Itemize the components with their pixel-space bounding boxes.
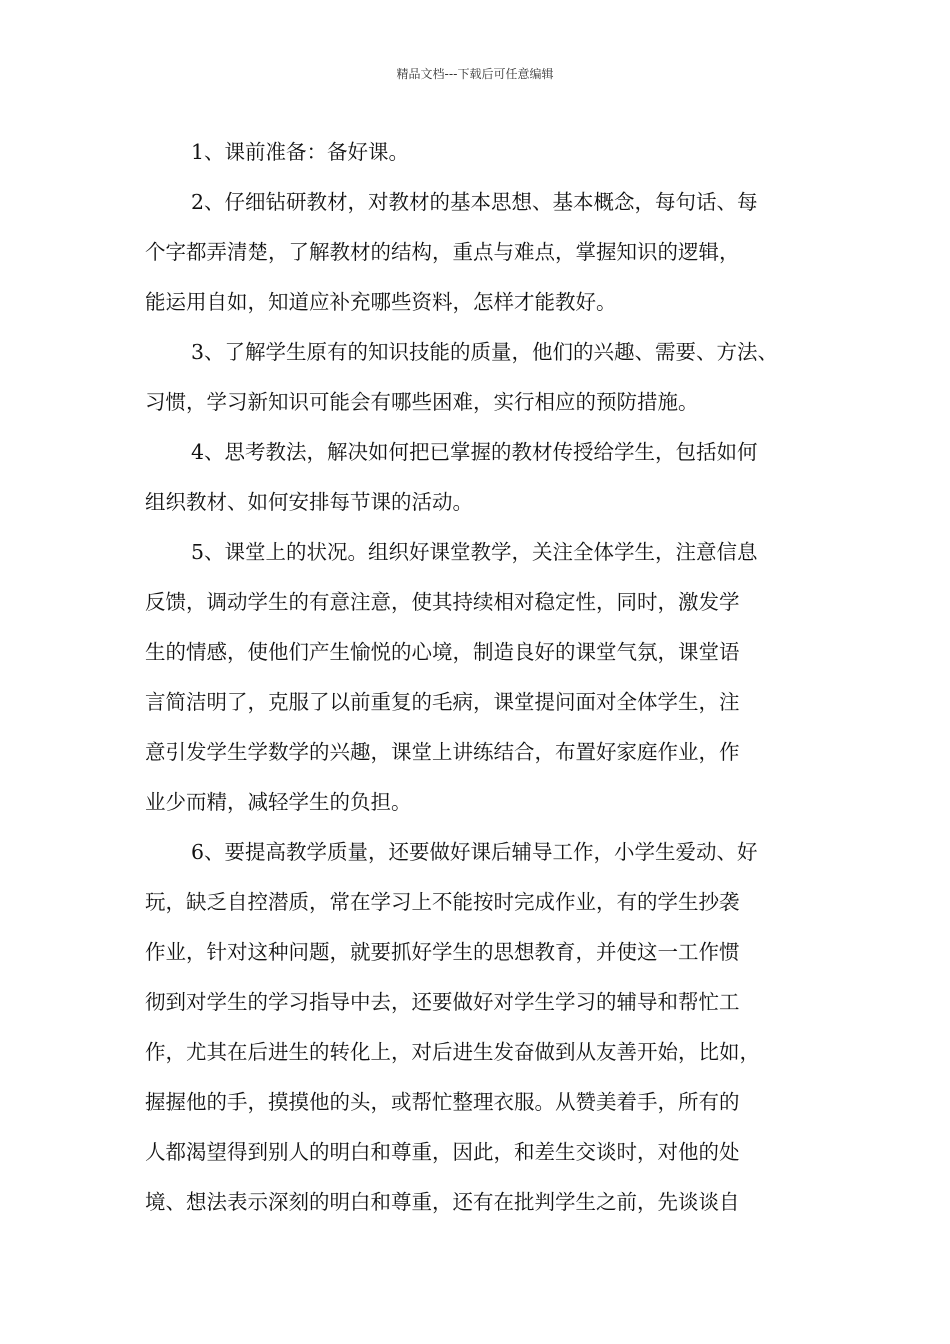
paragraph-6-line-8: 境、想法表示深刻的明白和尊重，还有在批判学生之前，先谈谈自 <box>145 1190 740 1214</box>
paragraph-5-line-6: 业少而精，减轻学生的负担。 <box>145 790 412 814</box>
paragraph-4-line-1: 4、思考教法，解决如何把已掌握的教材传授给学生，包括如何 <box>191 440 758 464</box>
paragraph-3-line-2: 习惯，学习新知识可能会有哪些困难，实行相应的预防措施。 <box>145 390 699 414</box>
paragraph-6-line-1: 6、要提高教学质量，还要做好课后辅导工作，小学生爱动、好 <box>191 840 758 864</box>
paragraph-2-line-2: 个字都弄清楚，了解教材的结构，重点与难点，掌握知识的逻辑， <box>145 240 740 264</box>
paragraph-2-line-3: 能运用自如，知道应补充哪些资料，怎样才能教好。 <box>145 290 617 314</box>
paragraph-4-line-2: 组织教材、如何安排每节课的活动。 <box>145 490 473 514</box>
paragraph-5-line-5: 意引发学生学数学的兴趣，课堂上讲练结合，布置好家庭作业，作 <box>145 740 740 764</box>
paragraph-6-line-4: 彻到对学生的学习指导中去，还要做好对学生学习的辅导和帮忙工 <box>145 990 740 1014</box>
paragraph-2-line-1: 2、仔细钻研教材，对教材的基本思想、基本概念，每句话、每 <box>191 190 758 214</box>
paragraph-6-line-5: 作，尤其在后进生的转化上，对后进生发奋做到从友善开始，比如， <box>145 1040 760 1064</box>
paragraph-5-line-1: 5、课堂上的状况。组织好课堂教学，关注全体学生，注意信息 <box>191 540 758 564</box>
paragraph-6-line-3: 作业，针对这种问题，就要抓好学生的思想教育，并使这一工作惯 <box>145 940 740 964</box>
paragraph-5-line-3: 生的情感，使他们产生愉悦的心境，制造良好的课堂气氛，课堂语 <box>145 640 740 664</box>
page-header: 精品文档---下载后可任意编辑 <box>396 67 554 81</box>
paragraph-6-line-6: 握握他的手，摸摸他的头，或帮忙整理衣服。从赞美着手，所有的 <box>145 1090 740 1114</box>
paragraph-3-line-1: 3、了解学生原有的知识技能的质量，他们的兴趣、需要、方法、 <box>191 340 779 364</box>
paragraph-5-line-2: 反馈，调动学生的有意注意，使其持续相对稳定性，同时，激发学 <box>145 590 740 614</box>
paragraph-6-line-7: 人都渴望得到别人的明白和尊重，因此，和差生交谈时，对他的处 <box>145 1140 740 1164</box>
paragraph-1-line-1: 1、课前准备：备好课。 <box>191 140 410 164</box>
paragraph-6-line-2: 玩，缺乏自控潜质，常在学习上不能按时完成作业，有的学生抄袭 <box>145 890 740 914</box>
paragraph-5-line-4: 言简洁明了，克服了以前重复的毛病，课堂提问面对全体学生，注 <box>145 690 740 714</box>
